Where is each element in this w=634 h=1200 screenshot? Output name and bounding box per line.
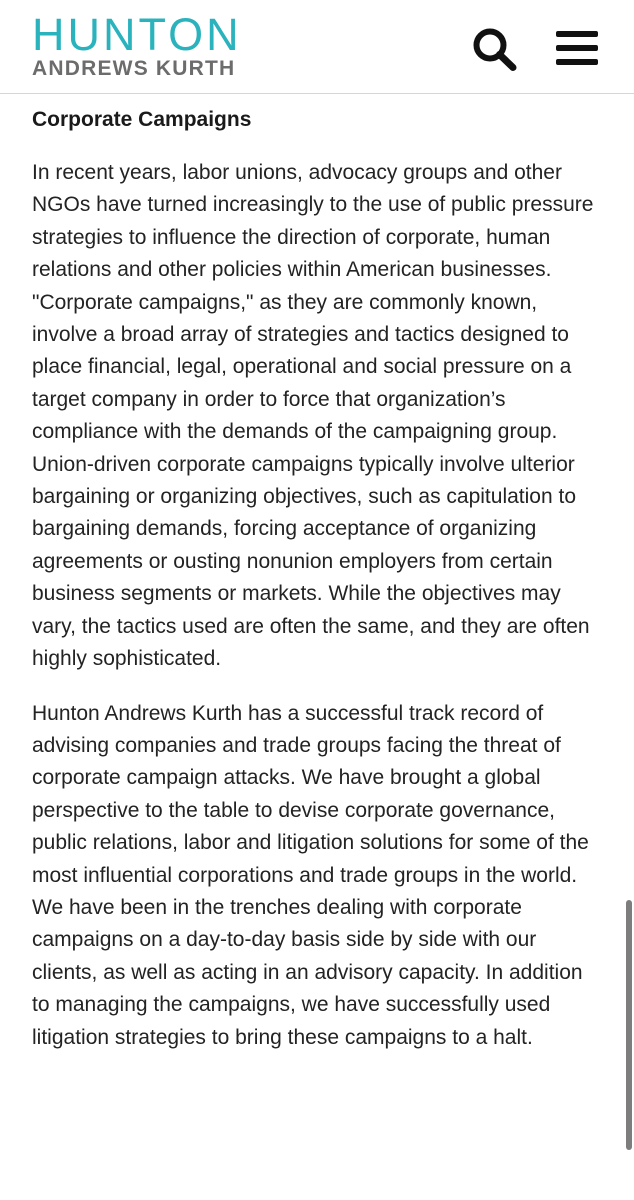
hamburger-menu-icon (554, 28, 600, 68)
search-button[interactable] (470, 26, 522, 72)
logo-wordmark-secondary: ANDREWS KURTH (32, 57, 236, 80)
search-icon (470, 26, 522, 72)
main-content (32, 104, 602, 1054)
site-logo[interactable] (32, 9, 242, 80)
site-header (0, 0, 634, 94)
menu-button[interactable] (554, 28, 600, 68)
experience-paragraph: Hunton Andrews Kurth has a successful track record of advising companies and trade groups facing the threat of corporate campaign attacks. We have brought a global perspective to the table to devise corporate governance, public relations, labor and litigation solutions for some of the most influential corporations and trade groups in the world. We have been in the trenches dealing with corporate campaigns on a day-to-day basis side by side with our clients, as well as acting in an advisory capacity. In addition to managing the campaigns, we have successfully used litigation strategies to bring these campaigns to a halt. (32, 701, 589, 1049)
intro-paragraph: In recent years, labor unions, advocacy groups and other NGOs have turned increasingly to the use of public pressure strategies to influence the direction of corporate, human relations and other policies within American businesses. "Corporate campaigns," as they are commonly known, involve a broad array of strategies and tactics designed to place financial, legal, operational and social pressure on a target company in order to force that organization’s compliance with the demands of the campaigning group. Union-driven corporate campaigns typically involve ulterior bargaining or organizing objectives, such as capitulation to bargaining demands, forcing acceptance of organizing agreements or ousting nonunion employers from certain business segments or markets. While the objectives may vary, the tactics used are often the same, and they are often highly sophisticated. (32, 161, 594, 671)
logo-wordmark-primary: HUNTON (32, 9, 242, 60)
page-title: Corporate Campaigns (32, 108, 252, 131)
scrollbar-thumb[interactable] (626, 900, 632, 1150)
